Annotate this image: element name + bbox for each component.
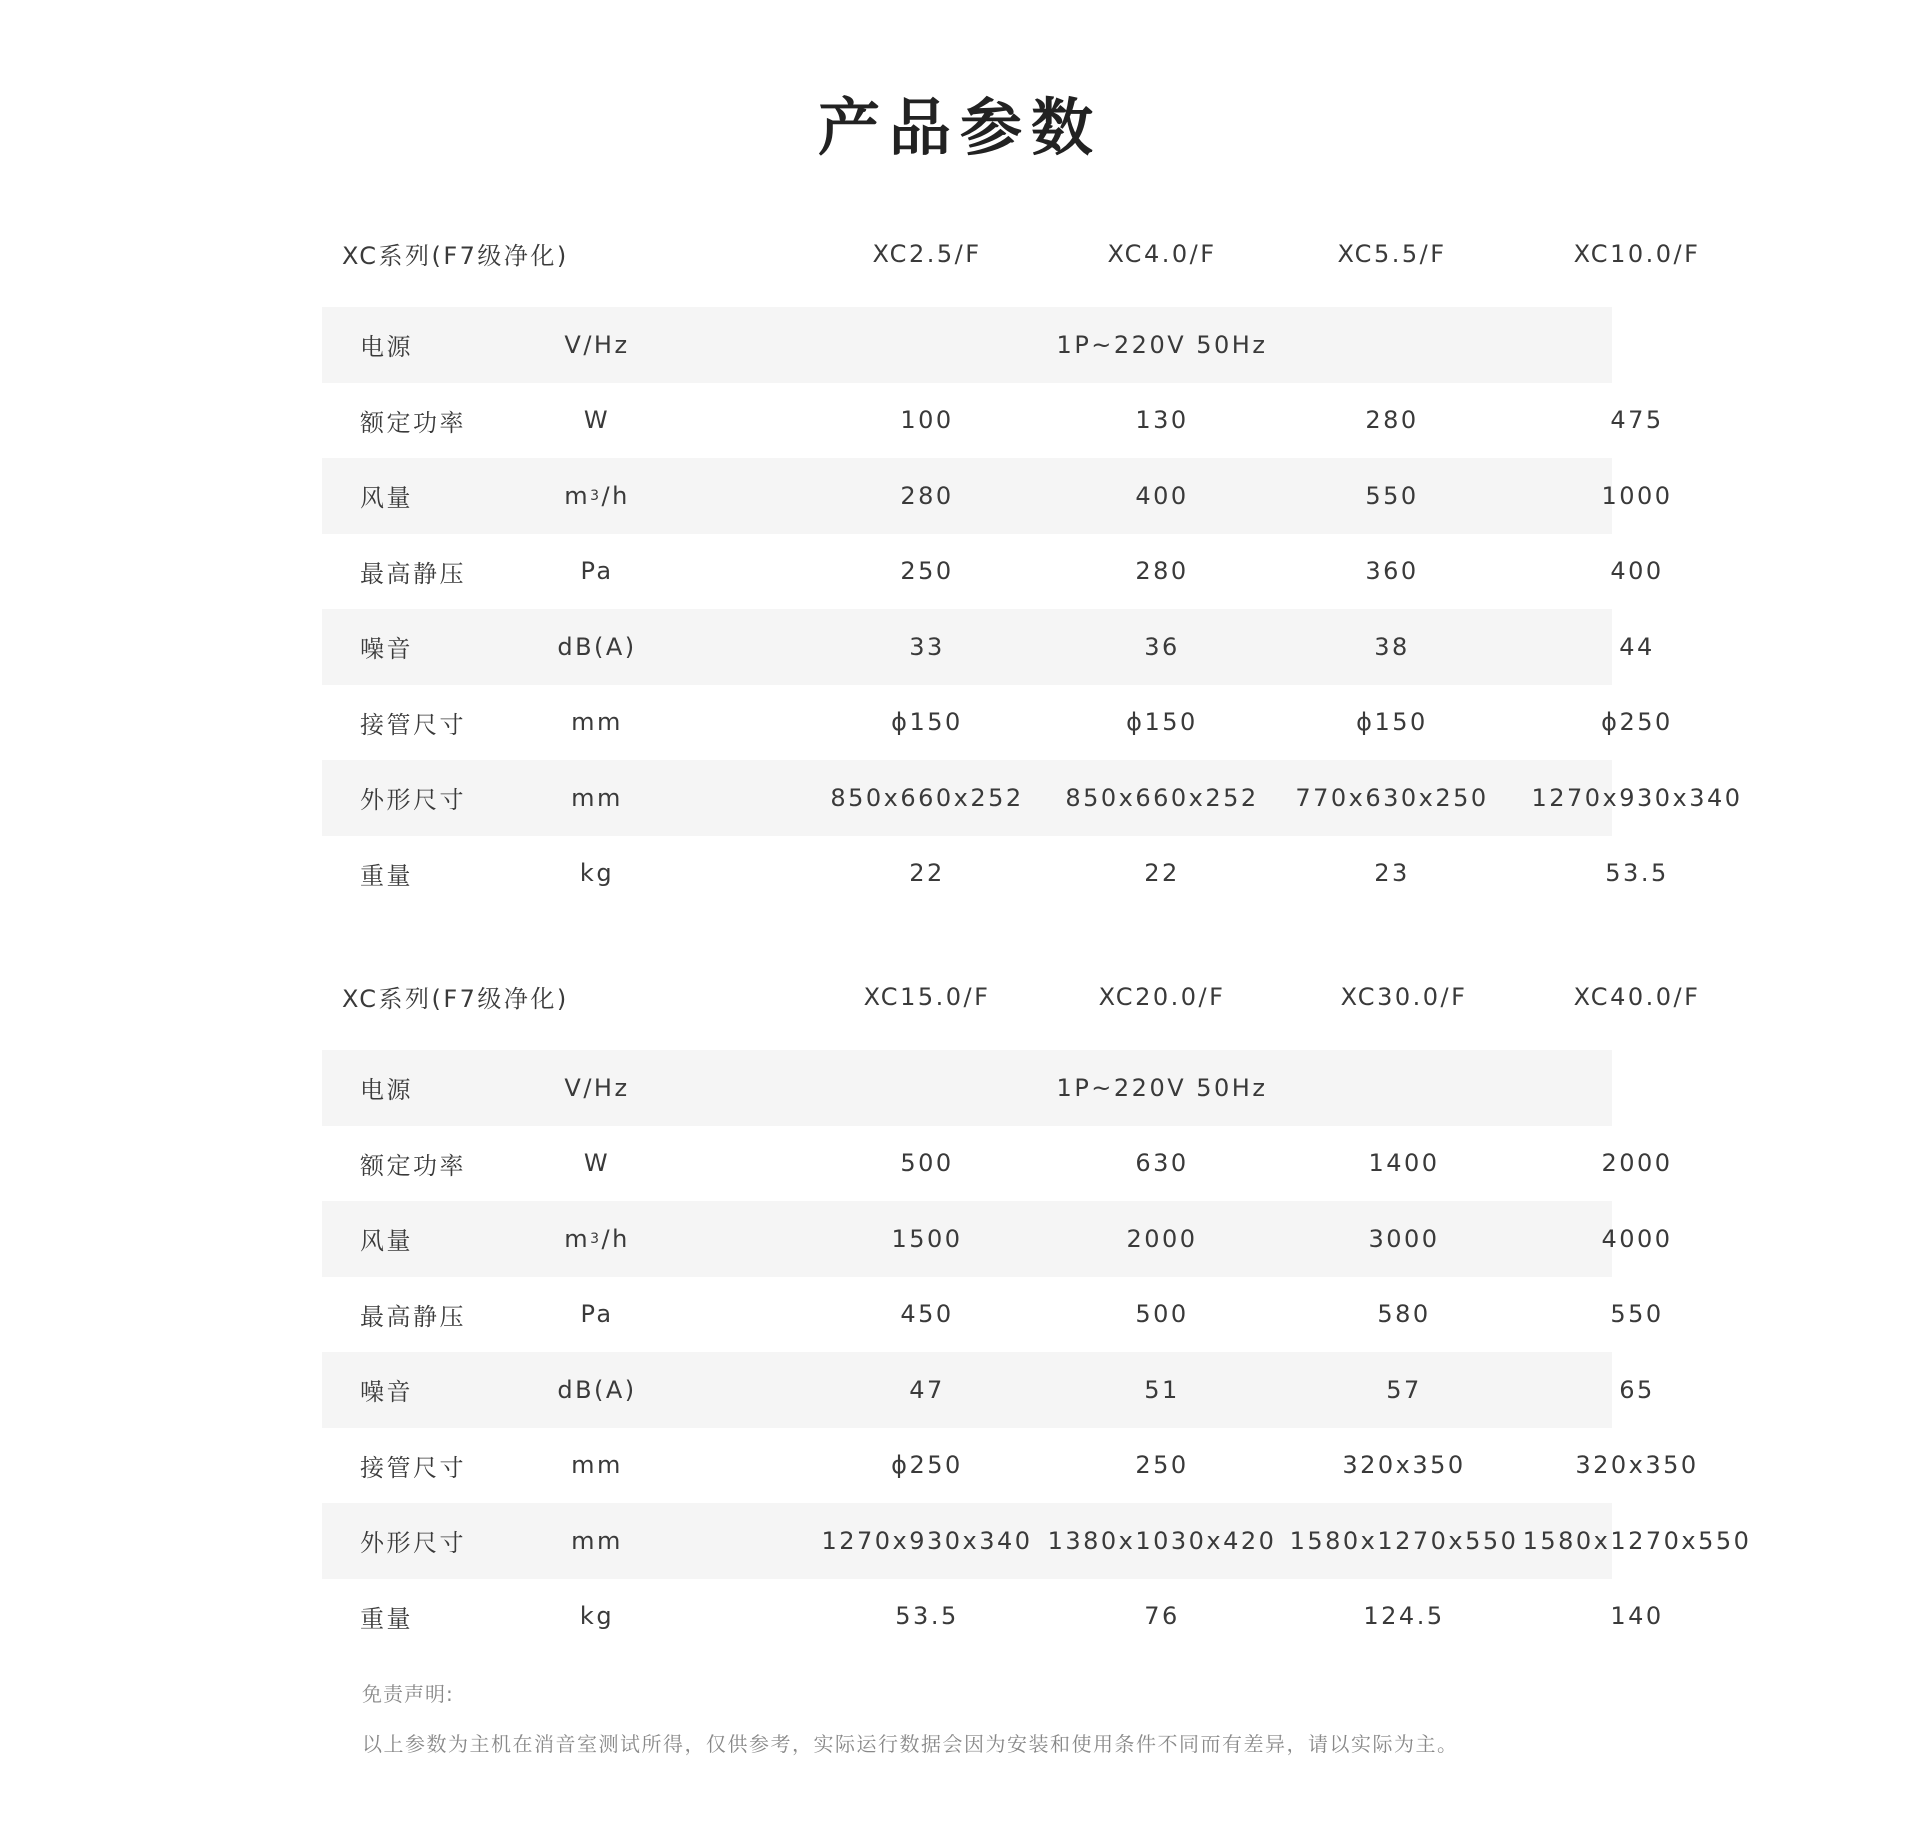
param-value: 770x630x250 [1295,783,1489,812]
table-header-row [322,955,1701,1050]
param-value: 320x350 [1575,1451,1699,1480]
model-name: XC2.5/F [872,239,982,268]
param-unit: mm [571,783,623,812]
param-name: 接管尺寸 [360,1453,466,1482]
param-value: 1P~220V 50Hz [1056,330,1268,359]
table-row [322,1352,1655,1428]
param-unit [497,458,697,534]
table-row [322,1277,1664,1353]
param-value: 2000 [1601,1149,1673,1178]
table-row [322,685,1673,761]
table-row-power-supply [322,1050,1612,1126]
disclaimer-text: 以上参数为主机在消音室测试所得，仅供参考，实际运行数据会因为安装和使用条件不同而有差异，请以实际为主。 [362,1732,1459,1756]
param-value: 76 [1144,1602,1180,1631]
param-name: 额定功率 [360,1151,466,1180]
param-name: 最高静压 [360,1302,466,1331]
param-value: 53.5 [1605,859,1669,888]
unit-superscript: 3 [590,1230,602,1247]
param-value: 1P~220V 50Hz [1056,1073,1268,1102]
param-unit: kg [579,1602,615,1631]
param-value: 124.5 [1363,1602,1445,1631]
param-value: 500 [1135,1300,1189,1329]
table-row [322,1201,1673,1277]
param-unit: Pa [580,557,614,586]
unit-superscript: 3 [590,487,602,504]
model-name: XC4.0/F [1107,239,1217,268]
param-value: 140 [1610,1602,1664,1631]
param-name: 噪音 [360,1378,413,1407]
param-value: ϕ250 [1601,708,1673,737]
spec-table-1 [322,212,1743,911]
param-unit: dB(A) [557,1375,637,1404]
disclaimer-title: 免责声明: [362,1682,454,1706]
param-unit: V/Hz [564,1073,630,1102]
table-row [322,836,1669,912]
table-row [322,1428,1699,1504]
model-name: XC15.0/F [863,982,991,1011]
series-label: XC系列(F7级净化) [342,242,569,270]
param-unit: mm [571,1526,623,1555]
param-value: 1000 [1601,481,1673,510]
page-title: 产品参数 [817,91,1102,164]
table-row [322,458,1673,534]
param-value: 280 [1135,557,1189,586]
param-value: 57 [1386,1375,1422,1404]
param-value: 53.5 [895,1602,959,1631]
table-row [322,1126,1673,1202]
param-value: 475 [1610,406,1664,435]
series-label: XC系列(F7级净化) [342,985,569,1013]
param-value: 280 [1365,406,1419,435]
param-name: 风量 [360,484,413,513]
param-value: 1500 [891,1224,963,1253]
param-name: 外形尺寸 [360,786,466,815]
param-value: 1580x1270x550 [1522,1526,1752,1555]
param-value: 850x660x252 [830,783,1024,812]
param-unit: mm [571,1451,623,1480]
unit-base: m [564,1224,591,1253]
param-value: 1380x1030x420 [1047,1526,1277,1555]
model-name: XC5.5/F [1337,239,1447,268]
param-value: 22 [909,859,945,888]
param-value: 1270x930x340 [1531,783,1743,812]
param-name: 额定功率 [360,408,466,437]
model-name: XC40.0/F [1573,982,1701,1011]
param-value: 500 [900,1149,954,1178]
table-row [322,1503,1752,1579]
table-row [322,383,1664,459]
param-name: 重量 [360,1604,413,1633]
param-unit: kg [579,859,615,888]
param-value: 130 [1135,406,1189,435]
param-value: 51 [1144,1375,1180,1404]
model-name: XC30.0/F [1340,982,1468,1011]
param-value: 630 [1135,1149,1189,1178]
param-value: ϕ150 [1356,708,1428,737]
param-value: 65 [1619,1375,1655,1404]
param-value: 250 [900,557,954,586]
table-header-row [322,212,1701,307]
param-value: 360 [1365,557,1419,586]
param-value: 1270x930x340 [821,1526,1033,1555]
param-value: ϕ150 [891,708,963,737]
table-row [322,609,1655,685]
param-value: 47 [909,1375,945,1404]
param-value: 850x660x252 [1065,783,1259,812]
param-name: 电源 [360,1076,413,1105]
param-value: 44 [1619,632,1655,661]
param-value: 33 [909,632,945,661]
unit-base: m [564,481,591,510]
param-unit: W [583,1149,611,1178]
unit-suffix: /h [601,481,630,510]
param-value: 22 [1144,859,1180,888]
param-value: 23 [1374,859,1410,888]
param-unit: Pa [580,1300,614,1329]
param-value: 250 [1135,1451,1189,1480]
param-value: 320x350 [1342,1451,1466,1480]
param-value: 3000 [1368,1224,1440,1253]
param-name: 电源 [360,333,413,362]
table-row [322,1579,1664,1655]
param-value: 1580x1270x550 [1289,1526,1519,1555]
param-unit [497,1201,697,1277]
param-name: 噪音 [360,635,413,664]
param-name: 外形尺寸 [360,1529,466,1558]
table-row-power-supply [322,307,1612,383]
param-value: 550 [1610,1300,1664,1329]
param-value: ϕ150 [1126,708,1198,737]
param-value: 4000 [1601,1224,1673,1253]
model-name: XC20.0/F [1098,982,1226,1011]
param-value: 1400 [1368,1149,1440,1178]
param-value: 36 [1144,632,1180,661]
model-name: XC10.0/F [1573,239,1701,268]
param-value: ϕ250 [891,1451,963,1480]
param-unit: dB(A) [557,632,637,661]
param-value: 100 [900,406,954,435]
param-value: 450 [900,1300,954,1329]
param-value: 400 [1610,557,1664,586]
table-row [322,534,1664,610]
table-row [322,760,1743,836]
param-name: 最高静压 [360,559,466,588]
param-value: 400 [1135,481,1189,510]
param-value: 580 [1377,1300,1431,1329]
param-unit: W [583,406,611,435]
unit-suffix: /h [601,1224,630,1253]
param-value: 2000 [1126,1224,1198,1253]
param-name: 风量 [360,1227,413,1256]
param-value: 550 [1365,481,1419,510]
param-value: 38 [1374,632,1410,661]
param-unit: V/Hz [564,330,630,359]
spec-table-2 [322,955,1752,1654]
param-name: 重量 [360,861,413,890]
param-name: 接管尺寸 [360,710,466,739]
param-unit: mm [571,708,623,737]
param-value: 280 [900,481,954,510]
